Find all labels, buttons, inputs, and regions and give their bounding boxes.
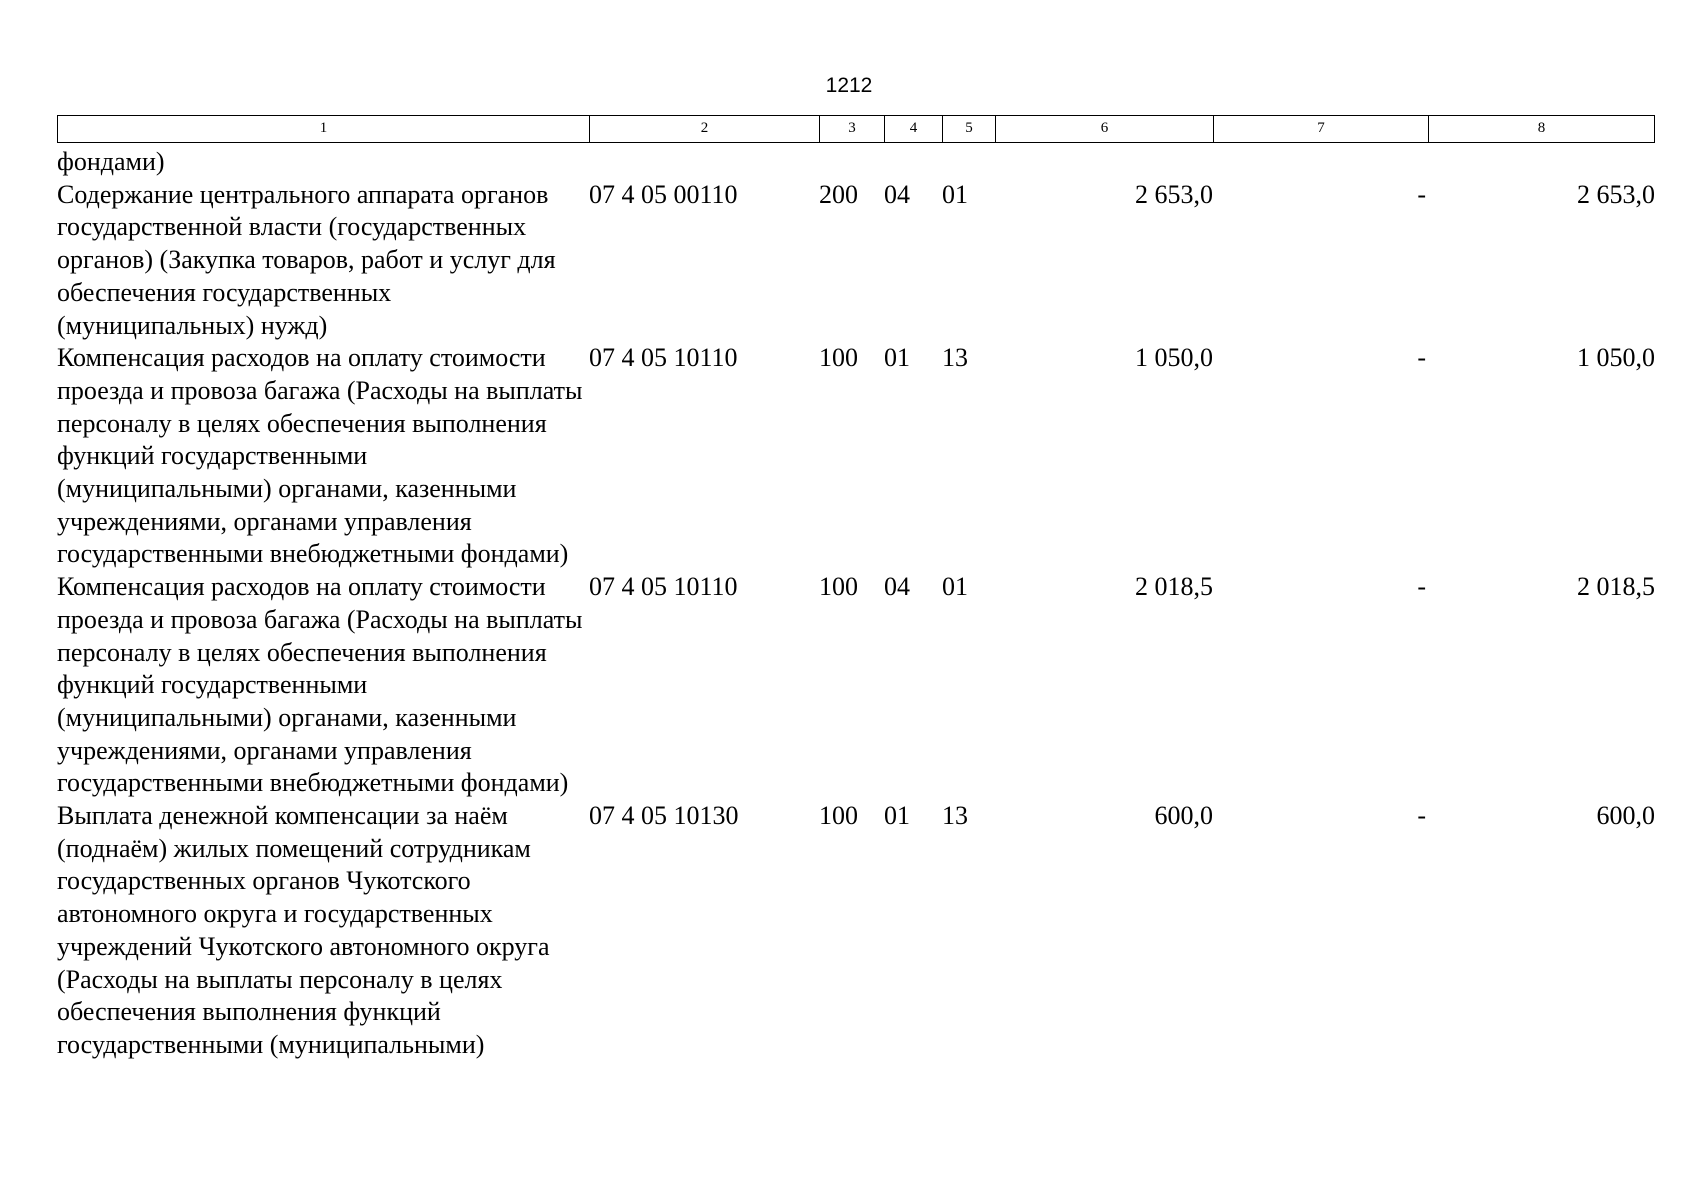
row-col-7-amount: - [1417,801,1426,831]
row-col-8-amount: 2 018,5 [1577,572,1655,602]
row-description: Компенсация расходов на оплату стоимости проезда и провоза багажа (Расходы на выплаты персоналу в целях обеспечения выполнения функций государственными (муниципальными) органами, казенными учреждениями, органами управления государственными внебюджетными фондами) [57,343,583,569]
row-col-6-amount: 1 050,0 [1135,343,1213,373]
column-header-row [57,115,1655,143]
column-header-5: 5 [943,116,996,142]
row-col-5: 01 [942,572,968,602]
row-col-6-amount: 600,0 [1154,801,1213,831]
row-description: Выплата денежной компенсации за наём (поднаём) жилых помещений сотрудникам государственных органов Чукотского автономного округа и государственных учреждений Чукотского автономного округа (Расходы на выплаты персоналу в целях обеспечения выполнения функций государственными (муниципальными) [57,801,550,1059]
column-header-4: 4 [885,116,943,142]
row-col-6-amount: 2 018,5 [1135,572,1213,602]
table-row [57,571,1655,800]
row-col-8-amount: 600,0 [1596,801,1655,831]
row-col-4: 01 [884,801,910,831]
table-row [57,146,1655,179]
row-col-7-amount: - [1417,572,1426,602]
row-classification-code: 07 4 05 10130 [589,801,739,831]
column-header-7: 7 [1214,116,1429,142]
row-col-4: 01 [884,343,910,373]
row-description: Компенсация расходов на оплату стоимости проезда и провоза багажа (Расходы на выплаты персоналу в целях обеспечения выполнения функций государственными (муниципальными) органами, казенными учреждениями, органами управления государственными внебюджетными фондами) [57,572,583,798]
row-description: Содержание центрального аппарата органов государственной власти (государственных органов) (Закупка товаров, работ и услуг для обеспечения государственных (муниципальных) нужд) [57,179,556,340]
row-col-3: 100 [819,572,858,602]
row-col-3: 100 [819,801,858,831]
row-col-3: 100 [819,343,858,373]
row-col-5: 13 [942,801,968,831]
table-row [57,179,1655,343]
row-description: фондами) [57,147,165,176]
row-col-5: 01 [942,179,968,209]
row-col-8-amount: 1 050,0 [1577,343,1655,373]
row-col-8-amount: 2 653,0 [1577,179,1655,209]
row-col-7-amount: - [1417,179,1426,209]
row-col-7-amount: - [1417,343,1426,373]
table-row [57,342,1655,571]
column-header-1: 1 [58,116,590,142]
row-classification-code: 07 4 05 10110 [589,343,738,373]
table-body [57,146,1655,1062]
row-col-4: 04 [884,572,910,602]
row-col-4: 04 [884,179,910,209]
row-col-5: 13 [942,343,968,373]
table-row [57,800,1655,1062]
page-number: 1212 [825,74,873,97]
column-header-3: 3 [820,116,885,142]
column-header-6: 6 [996,116,1214,142]
column-header-2: 2 [590,116,820,142]
row-classification-code: 07 4 05 10110 [589,572,738,602]
row-col-3: 200 [819,179,858,209]
row-col-6-amount: 2 653,0 [1135,179,1213,209]
row-classification-code: 07 4 05 00110 [589,179,738,209]
column-header-8: 8 [1537,120,1546,136]
